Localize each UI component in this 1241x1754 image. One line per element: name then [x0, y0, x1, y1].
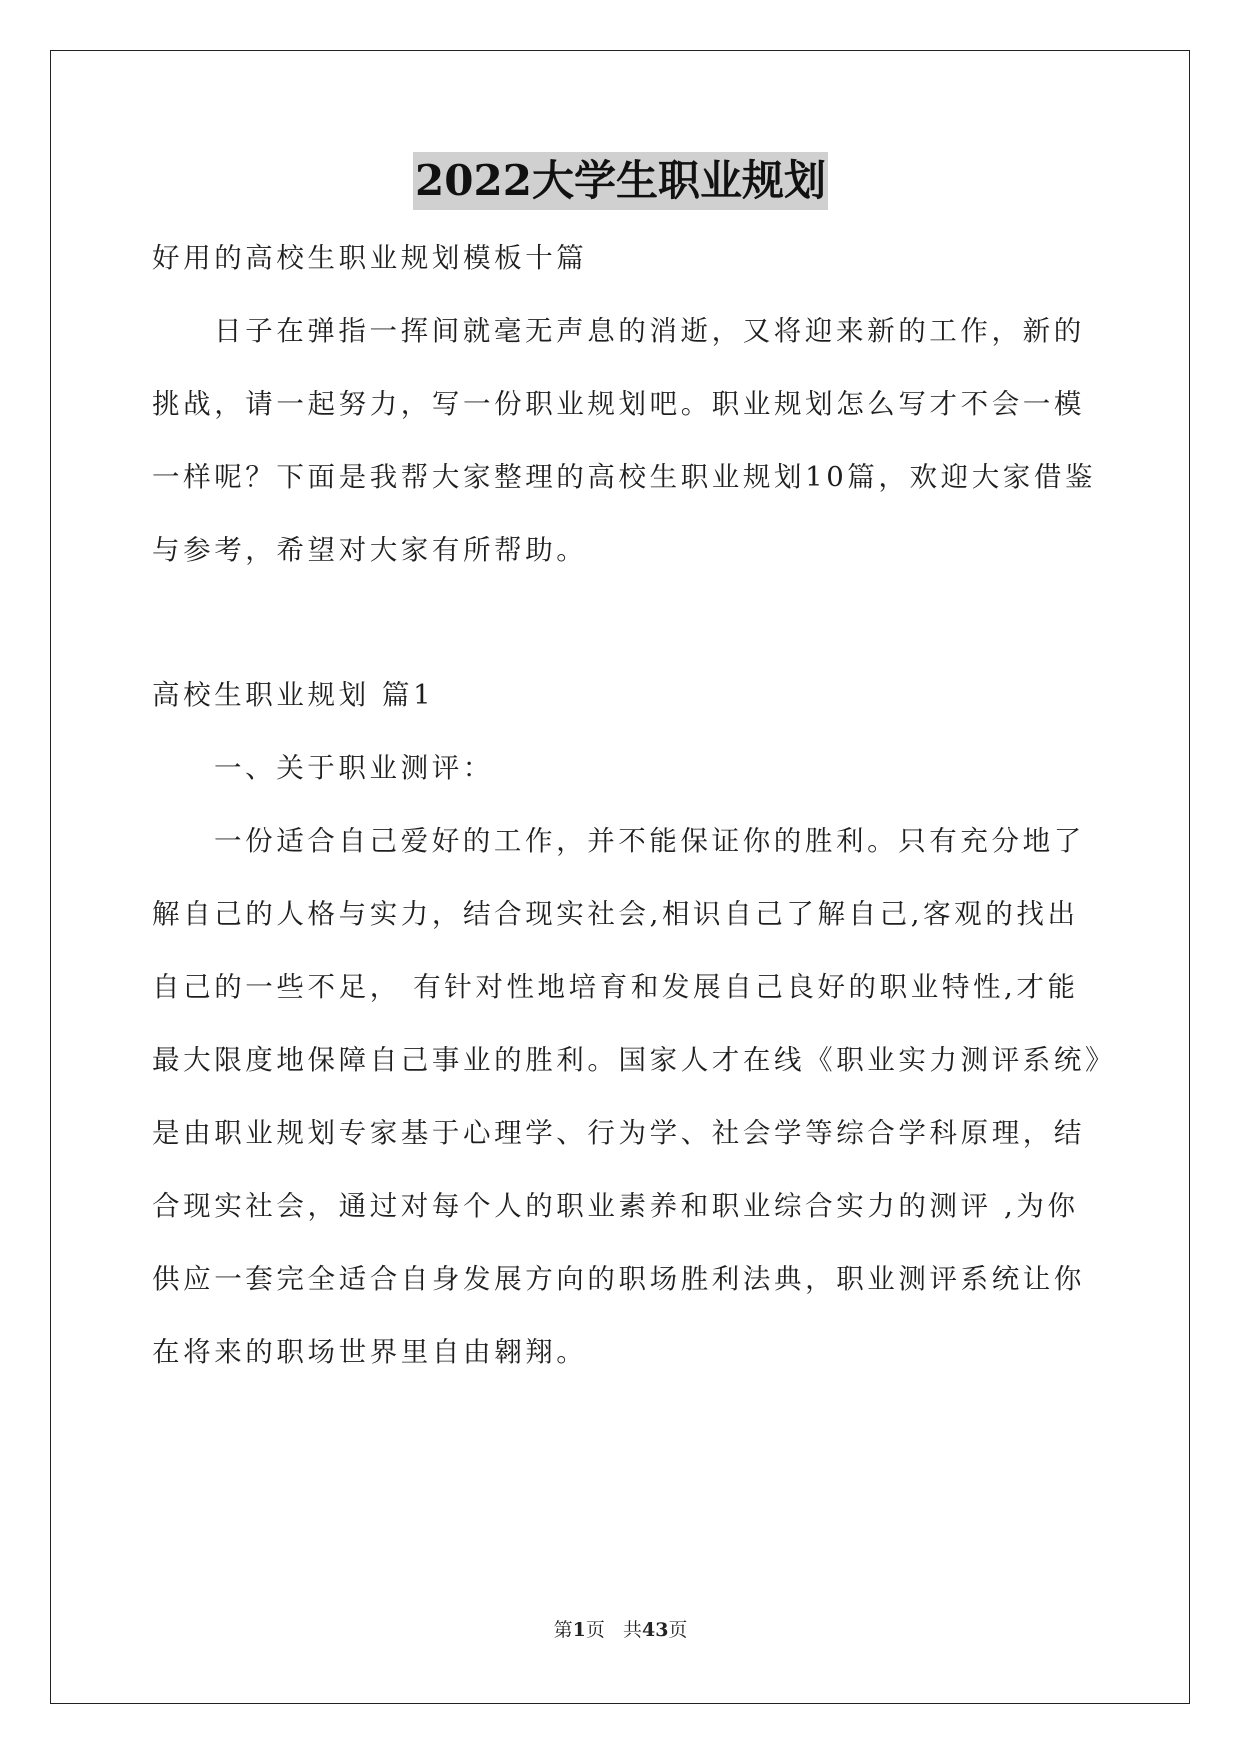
document-title: 2022大学生职业规划: [413, 152, 828, 210]
body-line-6: 合现实社会，通过对每个人的职业素养和职业综合实力的测评 ,为你: [152, 1190, 1079, 1222]
title-container: [0, 152, 1241, 210]
footer-total-pages: 43: [641, 1619, 669, 1641]
footer-total-suffix: 页: [668, 1619, 688, 1641]
footer-prefix: 第: [553, 1619, 573, 1641]
footer-page-number: 1: [572, 1619, 586, 1641]
footer-total-prefix: 共: [622, 1619, 642, 1641]
footer-page-suffix: 页: [585, 1619, 605, 1641]
body-line-4: 最大限度地保障自己事业的胜利。国家人才在线《职业实力测评系统》: [152, 1044, 1117, 1076]
subheading: 一、关于职业测评：: [214, 752, 494, 784]
body-line-3: 自己的一些不足， 有针对性地培育和发展自己良好的职业特性,才能: [152, 971, 1079, 1003]
intro-line-3: 一样呢？下面是我帮大家整理的高校生职业规划10篇，欢迎大家借鉴: [152, 461, 1097, 493]
body-line-1: 一份适合自己爱好的工作，并不能保证你的胜利。只有充分地了: [214, 825, 1085, 857]
section-heading: 高校生职业规划 篇1: [152, 679, 435, 711]
body-line-7: 供应一套完全适合自身发展方向的职场胜利法典，职业测评系统让你: [152, 1263, 1085, 1295]
document-subtitle: 好用的高校生职业规划模板十篇: [152, 242, 588, 274]
page-frame: [50, 50, 1190, 1704]
intro-line-4: 与参考，希望对大家有所帮助。: [152, 534, 588, 566]
intro-line-2: 挑战，请一起努力，写一份职业规划吧。职业规划怎么写才不会一模: [152, 388, 1085, 420]
intro-line-1: 日子在弹指一挥间就毫无声息的消逝，又将迎来新的工作，新的: [214, 315, 1085, 347]
body-line-8: 在将来的职场世界里自由翱翔。: [152, 1336, 588, 1368]
body-line-2: 解自己的人格与实力，结合现实社会,相识自己了解自己,客观的找出: [152, 898, 1079, 930]
page-footer: [0, 1617, 1241, 1643]
body-line-5: 是由职业规划专家基于心理学、行为学、社会学等综合学科原理，结: [152, 1117, 1085, 1149]
